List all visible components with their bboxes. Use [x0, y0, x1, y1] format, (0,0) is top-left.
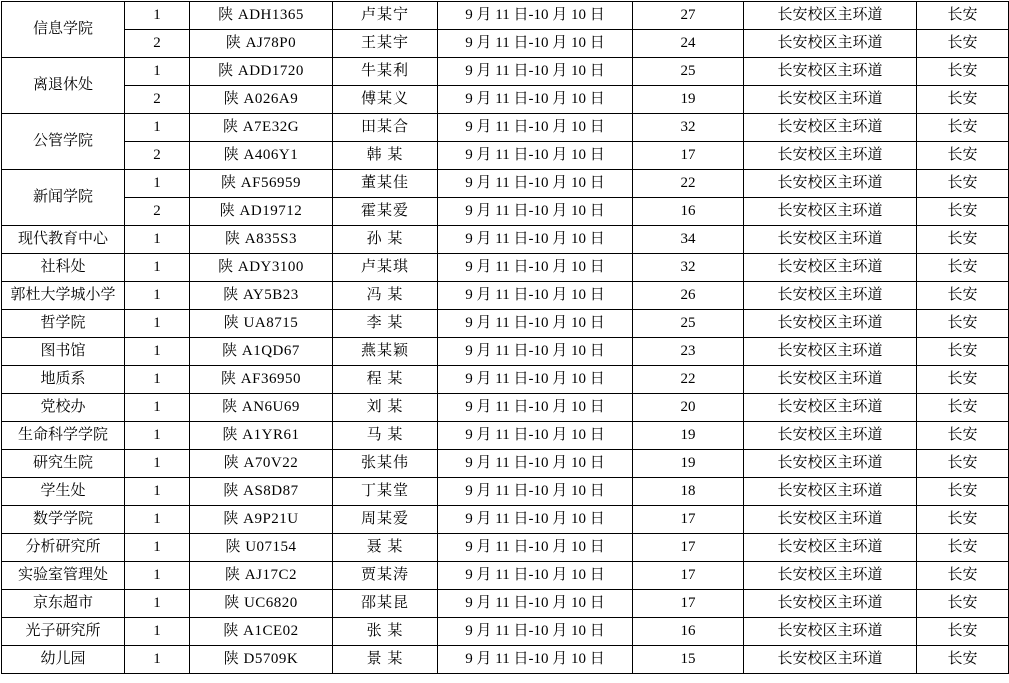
cell-unit: 哲学院 [2, 310, 125, 338]
cell-unit: 郭杜大学城小学 [2, 282, 125, 310]
cell-unit: 党校办 [2, 394, 125, 422]
cell-count: 17 [633, 562, 744, 590]
cell-unit: 新闻学院 [2, 170, 125, 226]
cell-person-name: 李 某 [333, 310, 438, 338]
table-row [2, 534, 1009, 562]
cell-plate-number: 陕 ADY3100 [190, 254, 333, 282]
cell-place: 长安校区主环道 [744, 506, 917, 534]
cell-unit: 幼儿园 [2, 646, 125, 674]
cell-sequence: 1 [125, 366, 190, 394]
cell-period: 9 月 11 日-10 月 10 日 [438, 422, 633, 450]
cell-sequence: 2 [125, 86, 190, 114]
cell-count: 19 [633, 450, 744, 478]
cell-unit: 分析研究所 [2, 534, 125, 562]
cell-period: 9 月 11 日-10 月 10 日 [438, 590, 633, 618]
cell-period: 9 月 11 日-10 月 10 日 [438, 226, 633, 254]
cell-sequence: 1 [125, 226, 190, 254]
cell-area: 长安 [917, 114, 1009, 142]
cell-plate-number: 陕 AD19712 [190, 198, 333, 226]
cell-count: 23 [633, 338, 744, 366]
cell-plate-number: 陕 UC6820 [190, 590, 333, 618]
cell-period: 9 月 11 日-10 月 10 日 [438, 58, 633, 86]
cell-area: 长安 [917, 562, 1009, 590]
cell-unit: 图书馆 [2, 338, 125, 366]
cell-area: 长安 [917, 310, 1009, 338]
table-row [2, 2, 1009, 30]
table-row [2, 226, 1009, 254]
cell-place: 长安校区主环道 [744, 646, 917, 674]
cell-period: 9 月 11 日-10 月 10 日 [438, 618, 633, 646]
cell-place: 长安校区主环道 [744, 58, 917, 86]
cell-sequence: 1 [125, 2, 190, 30]
table-row [2, 198, 1009, 226]
cell-place: 长安校区主环道 [744, 86, 917, 114]
cell-person-name: 贾某涛 [333, 562, 438, 590]
cell-plate-number: 陕 AY5B23 [190, 282, 333, 310]
cell-unit: 光子研究所 [2, 618, 125, 646]
cell-area: 长安 [917, 2, 1009, 30]
cell-person-name: 韩 某 [333, 142, 438, 170]
cell-sequence: 1 [125, 422, 190, 450]
cell-person-name: 周某爱 [333, 506, 438, 534]
cell-area: 长安 [917, 226, 1009, 254]
table-row [2, 562, 1009, 590]
cell-sequence: 2 [125, 30, 190, 58]
cell-place: 长安校区主环道 [744, 226, 917, 254]
cell-place: 长安校区主环道 [744, 450, 917, 478]
cell-person-name: 孙 某 [333, 226, 438, 254]
table-row [2, 282, 1009, 310]
cell-count: 25 [633, 58, 744, 86]
cell-count: 17 [633, 142, 744, 170]
cell-area: 长安 [917, 366, 1009, 394]
cell-count: 17 [633, 534, 744, 562]
cell-person-name: 丁某堂 [333, 478, 438, 506]
cell-person-name: 聂 某 [333, 534, 438, 562]
cell-sequence: 1 [125, 534, 190, 562]
cell-area: 长安 [917, 338, 1009, 366]
cell-person-name: 程 某 [333, 366, 438, 394]
cell-person-name: 傅某义 [333, 86, 438, 114]
cell-unit: 数学学院 [2, 506, 125, 534]
cell-sequence: 2 [125, 198, 190, 226]
cell-plate-number: 陕 UA8715 [190, 310, 333, 338]
cell-plate-number: 陕 A1YR61 [190, 422, 333, 450]
cell-count: 16 [633, 618, 744, 646]
table-row [2, 394, 1009, 422]
cell-unit: 离退休处 [2, 58, 125, 114]
cell-person-name: 景 某 [333, 646, 438, 674]
cell-unit: 实验室管理处 [2, 562, 125, 590]
cell-count: 34 [633, 226, 744, 254]
table-row [2, 338, 1009, 366]
cell-count: 15 [633, 646, 744, 674]
table-row [2, 310, 1009, 338]
cell-place: 长安校区主环道 [744, 114, 917, 142]
cell-place: 长安校区主环道 [744, 562, 917, 590]
table-row [2, 646, 1009, 674]
cell-plate-number: 陕 A026A9 [190, 86, 333, 114]
table-row [2, 58, 1009, 86]
cell-unit: 京东超市 [2, 590, 125, 618]
cell-period: 9 月 11 日-10 月 10 日 [438, 254, 633, 282]
cell-plate-number: 陕 A1CE02 [190, 618, 333, 646]
cell-plate-number: 陕 A70V22 [190, 450, 333, 478]
cell-person-name: 卢某宁 [333, 2, 438, 30]
cell-person-name: 田某合 [333, 114, 438, 142]
cell-period: 9 月 11 日-10 月 10 日 [438, 114, 633, 142]
cell-person-name: 刘 某 [333, 394, 438, 422]
cell-place: 长安校区主环道 [744, 338, 917, 366]
cell-period: 9 月 11 日-10 月 10 日 [438, 646, 633, 674]
cell-plate-number: 陕 AJ17C2 [190, 562, 333, 590]
cell-count: 22 [633, 170, 744, 198]
cell-unit: 信息学院 [2, 2, 125, 58]
cell-count: 17 [633, 590, 744, 618]
cell-period: 9 月 11 日-10 月 10 日 [438, 86, 633, 114]
cell-period: 9 月 11 日-10 月 10 日 [438, 394, 633, 422]
cell-count: 24 [633, 30, 744, 58]
cell-sequence: 1 [125, 254, 190, 282]
cell-count: 32 [633, 254, 744, 282]
cell-count: 25 [633, 310, 744, 338]
cell-person-name: 牛某利 [333, 58, 438, 86]
cell-period: 9 月 11 日-10 月 10 日 [438, 30, 633, 58]
cell-place: 长安校区主环道 [744, 590, 917, 618]
cell-person-name: 霍某爱 [333, 198, 438, 226]
cell-sequence: 1 [125, 646, 190, 674]
cell-sequence: 1 [125, 338, 190, 366]
cell-area: 长安 [917, 646, 1009, 674]
cell-sequence: 1 [125, 450, 190, 478]
cell-sequence: 1 [125, 282, 190, 310]
table-row [2, 478, 1009, 506]
cell-person-name: 张某伟 [333, 450, 438, 478]
cell-area: 长安 [917, 282, 1009, 310]
cell-unit: 社科处 [2, 254, 125, 282]
cell-plate-number: 陕 A1QD67 [190, 338, 333, 366]
cell-plate-number: 陕 AJ78P0 [190, 30, 333, 58]
cell-plate-number: 陕 A9P21U [190, 506, 333, 534]
cell-plate-number: 陕 AS8D87 [190, 478, 333, 506]
cell-place: 长安校区主环道 [744, 2, 917, 30]
cell-period: 9 月 11 日-10 月 10 日 [438, 562, 633, 590]
cell-sequence: 1 [125, 394, 190, 422]
cell-count: 32 [633, 114, 744, 142]
cell-sequence: 1 [125, 590, 190, 618]
cell-sequence: 1 [125, 618, 190, 646]
cell-person-name: 邵某昆 [333, 590, 438, 618]
cell-person-name: 卢某琪 [333, 254, 438, 282]
cell-area: 长安 [917, 170, 1009, 198]
cell-count: 16 [633, 198, 744, 226]
table-row [2, 366, 1009, 394]
cell-plate-number: 陕 A7E32G [190, 114, 333, 142]
cell-count: 18 [633, 478, 744, 506]
cell-place: 长安校区主环道 [744, 198, 917, 226]
cell-place: 长安校区主环道 [744, 30, 917, 58]
cell-area: 长安 [917, 86, 1009, 114]
cell-sequence: 1 [125, 58, 190, 86]
cell-plate-number: 陕 D5709K [190, 646, 333, 674]
table-row [2, 114, 1009, 142]
cell-place: 长安校区主环道 [744, 478, 917, 506]
cell-sequence: 1 [125, 506, 190, 534]
table-row [2, 422, 1009, 450]
cell-person-name: 王某宇 [333, 30, 438, 58]
cell-count: 19 [633, 86, 744, 114]
cell-sequence: 2 [125, 142, 190, 170]
cell-place: 长安校区主环道 [744, 310, 917, 338]
cell-period: 9 月 11 日-10 月 10 日 [438, 198, 633, 226]
table-row [2, 86, 1009, 114]
cell-place: 长安校区主环道 [744, 170, 917, 198]
cell-count: 19 [633, 422, 744, 450]
cell-sequence: 1 [125, 478, 190, 506]
cell-plate-number: 陕 AF36950 [190, 366, 333, 394]
cell-unit: 公管学院 [2, 114, 125, 170]
cell-sequence: 1 [125, 310, 190, 338]
cell-count: 17 [633, 506, 744, 534]
cell-area: 长安 [917, 254, 1009, 282]
cell-unit: 学生处 [2, 478, 125, 506]
cell-count: 20 [633, 394, 744, 422]
table-row [2, 142, 1009, 170]
cell-area: 长安 [917, 534, 1009, 562]
table-row [2, 618, 1009, 646]
violation-records-table [1, 1, 1009, 674]
cell-plate-number: 陕 U07154 [190, 534, 333, 562]
cell-plate-number: 陕 ADD1720 [190, 58, 333, 86]
cell-period: 9 月 11 日-10 月 10 日 [438, 450, 633, 478]
cell-area: 长安 [917, 422, 1009, 450]
cell-unit: 地质系 [2, 366, 125, 394]
cell-person-name: 马 某 [333, 422, 438, 450]
cell-plate-number: 陕 AF56959 [190, 170, 333, 198]
cell-place: 长安校区主环道 [744, 142, 917, 170]
cell-period: 9 月 11 日-10 月 10 日 [438, 478, 633, 506]
cell-plate-number: 陕 A406Y1 [190, 142, 333, 170]
cell-period: 9 月 11 日-10 月 10 日 [438, 338, 633, 366]
cell-period: 9 月 11 日-10 月 10 日 [438, 310, 633, 338]
cell-plate-number: 陕 ADH1365 [190, 2, 333, 30]
cell-unit: 研究生院 [2, 450, 125, 478]
cell-place: 长安校区主环道 [744, 534, 917, 562]
cell-area: 长安 [917, 198, 1009, 226]
cell-area: 长安 [917, 590, 1009, 618]
cell-area: 长安 [917, 450, 1009, 478]
cell-place: 长安校区主环道 [744, 422, 917, 450]
cell-person-name: 冯 某 [333, 282, 438, 310]
table-row [2, 254, 1009, 282]
cell-period: 9 月 11 日-10 月 10 日 [438, 170, 633, 198]
cell-place: 长安校区主环道 [744, 254, 917, 282]
cell-unit: 现代教育中心 [2, 226, 125, 254]
table-row [2, 170, 1009, 198]
cell-plate-number: 陕 AN6U69 [190, 394, 333, 422]
cell-sequence: 1 [125, 170, 190, 198]
cell-period: 9 月 11 日-10 月 10 日 [438, 282, 633, 310]
cell-person-name: 张 某 [333, 618, 438, 646]
table-row [2, 30, 1009, 58]
cell-place: 长安校区主环道 [744, 394, 917, 422]
cell-person-name: 燕某颖 [333, 338, 438, 366]
table-row [2, 590, 1009, 618]
document-page [0, 1, 978, 683]
cell-area: 长安 [917, 618, 1009, 646]
cell-place: 长安校区主环道 [744, 618, 917, 646]
cell-place: 长安校区主环道 [744, 282, 917, 310]
table-row [2, 450, 1009, 478]
cell-period: 9 月 11 日-10 月 10 日 [438, 142, 633, 170]
cell-period: 9 月 11 日-10 月 10 日 [438, 506, 633, 534]
cell-place: 长安校区主环道 [744, 366, 917, 394]
cell-area: 长安 [917, 394, 1009, 422]
cell-period: 9 月 11 日-10 月 10 日 [438, 534, 633, 562]
cell-count: 26 [633, 282, 744, 310]
cell-unit: 生命科学学院 [2, 422, 125, 450]
cell-period: 9 月 11 日-10 月 10 日 [438, 2, 633, 30]
cell-area: 长安 [917, 58, 1009, 86]
cell-area: 长安 [917, 506, 1009, 534]
cell-area: 长安 [917, 30, 1009, 58]
cell-count: 22 [633, 366, 744, 394]
cell-area: 长安 [917, 142, 1009, 170]
cell-area: 长安 [917, 478, 1009, 506]
cell-sequence: 1 [125, 562, 190, 590]
cell-sequence: 1 [125, 114, 190, 142]
cell-person-name: 董某佳 [333, 170, 438, 198]
table-row [2, 506, 1009, 534]
cell-count: 27 [633, 2, 744, 30]
cell-period: 9 月 11 日-10 月 10 日 [438, 366, 633, 394]
cell-plate-number: 陕 A835S3 [190, 226, 333, 254]
